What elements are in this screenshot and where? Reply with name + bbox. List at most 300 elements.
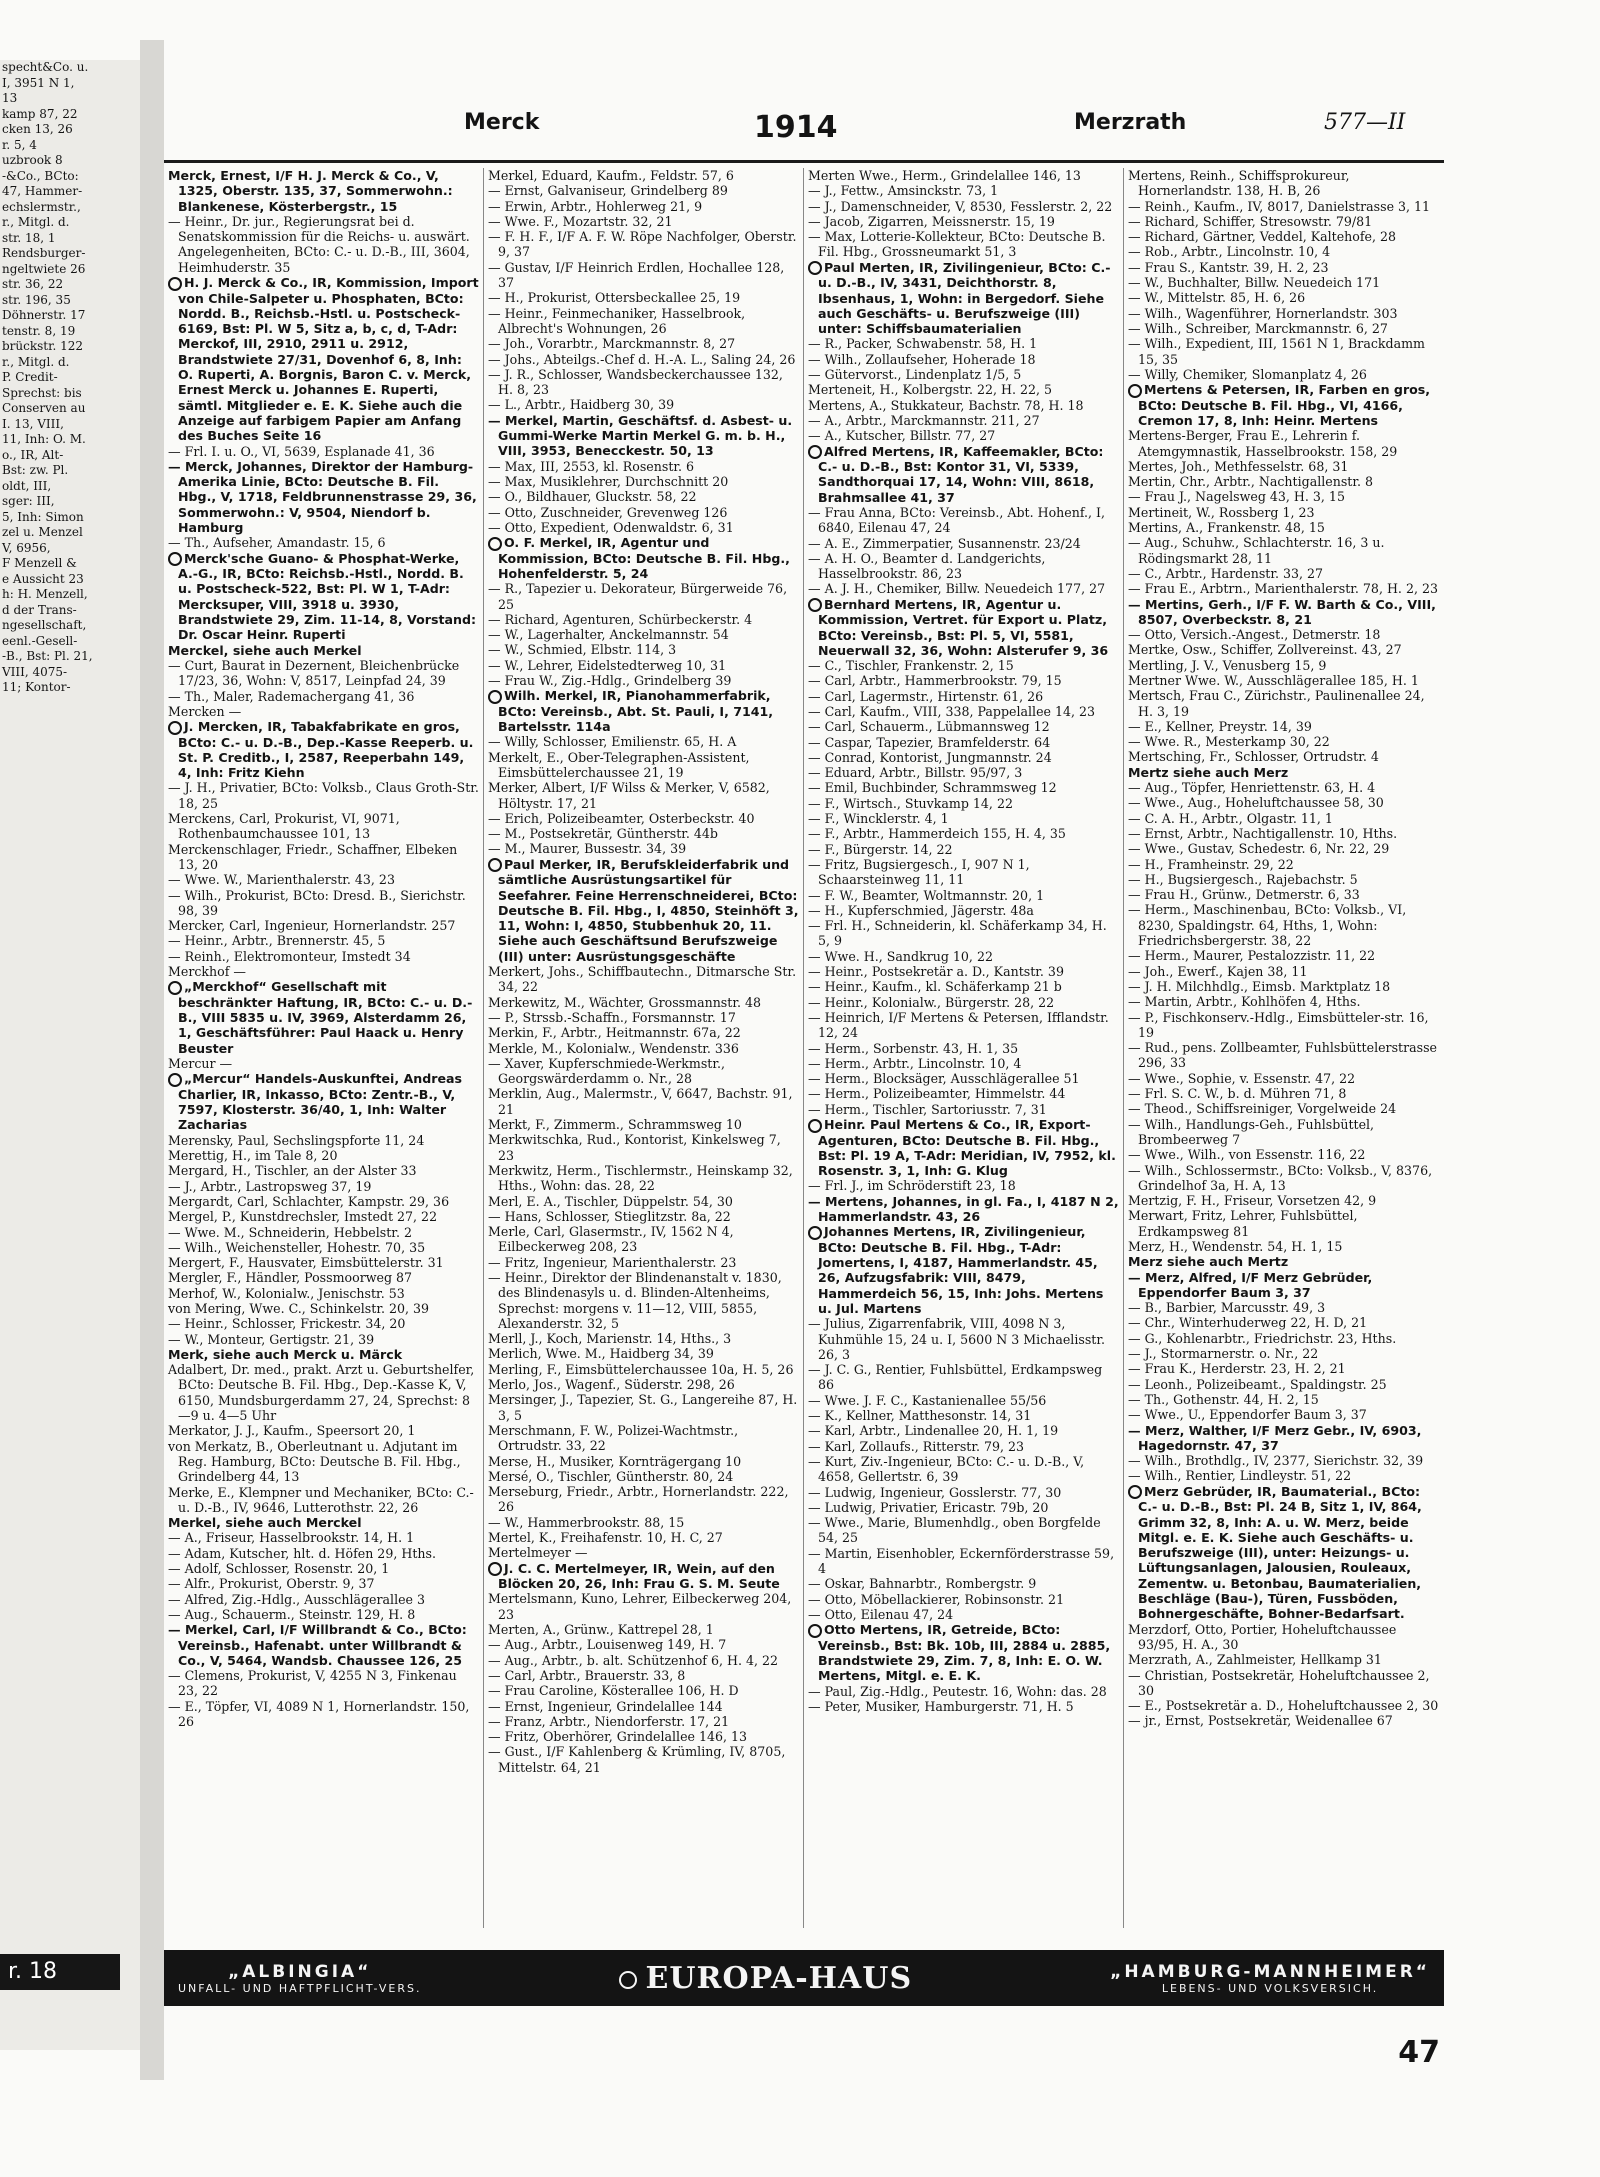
entry-text: — F., Wirtsch., Stuvkamp 14, 22 xyxy=(808,795,1013,811)
directory-entry xyxy=(488,1637,799,1652)
directory-entry xyxy=(1128,1423,1440,1454)
directory-entry xyxy=(488,260,799,291)
fragment-line: Sprechst: bis xyxy=(2,385,82,400)
directory-entry xyxy=(1128,1622,1440,1653)
running-head xyxy=(164,110,1444,150)
entry-text: — Herm., Maschinenbau, BCto: Volksb., VI, 8230, Spaldingstr. 64, Hths, 1, Wohn: Friedrichsbergerstr. 38, 22 xyxy=(1128,902,1407,949)
directory-entry xyxy=(488,857,799,964)
directory-entry xyxy=(1128,1270,1440,1301)
directory-entry xyxy=(1128,1239,1440,1254)
registered-firm-icon xyxy=(808,1226,822,1240)
directory-entry xyxy=(488,1086,799,1117)
directory-entry xyxy=(808,1194,1119,1225)
entry-text: — Aug., Schuhw., Schlachterstr. 16, 3 u. Rödingsmarkt 28, 11 xyxy=(1128,535,1385,566)
entry-text: — Frl. S. C. W., b. d. Mühren 71, 8 xyxy=(1128,1086,1347,1102)
fragment-line: ngesellschaft, xyxy=(2,618,87,632)
entry-text: — Carl, Lagermstr., Hirtenstr. 61, 26 xyxy=(808,688,1044,704)
entry-text: Merensky, Paul, Sechslingspforte 11, 24 xyxy=(168,1132,425,1148)
directory-entry xyxy=(488,841,799,856)
directory-entry xyxy=(488,459,799,474)
directory-entry xyxy=(808,444,1119,505)
entry-text: — Ernst, Arbtr., Nachtigallenstr. 10, Hths. xyxy=(1128,825,1398,841)
directory-entry xyxy=(168,214,479,275)
directory-entry xyxy=(808,796,1119,811)
directory-entry xyxy=(168,275,479,443)
directory-page xyxy=(164,110,1444,2010)
directory-entry xyxy=(1128,306,1440,321)
directory-entry xyxy=(1128,1346,1440,1361)
registered-firm-icon xyxy=(168,1073,182,1087)
directory-entry xyxy=(1128,199,1440,214)
entry-text: — Wilh., Expedient, III, 1561 N 1, Brackdamm 15, 35 xyxy=(1128,336,1425,367)
entry-text: — Merck, Johannes, Direktor der Hamburg-Amerika Linie, BCto: Deutsche B. Fil. Hbg., V, 1718, Feldbrunnenstrasse 29, 36, Sommerwohn.: V, 9504, Niendorf b. Hamburg xyxy=(168,458,477,536)
directory-entry xyxy=(488,397,799,412)
directory-entry xyxy=(168,1056,479,1071)
directory-entry xyxy=(808,995,1119,1010)
directory-entry xyxy=(488,1362,799,1377)
entry-text: Mergardt, Carl, Schlachter, Kampstr. 29, 36 xyxy=(168,1193,450,1209)
banner-left-subtitle: UNFALL- UND HAFTPFLICHT-VERS. xyxy=(178,1981,422,1995)
fragment-line: V, 6956, xyxy=(2,540,51,555)
fragment-line: eenl.-Gesell- xyxy=(2,633,78,648)
entry-text: — Adolf, Schlosser, Rosenstr. 20, 1 xyxy=(168,1561,390,1577)
fragment-line: I, 3951 N 1, xyxy=(2,75,75,90)
entry-text: — Willy, Schlosser, Emilienstr. 65, H. A xyxy=(488,734,737,750)
entry-text: — Wilh., Schreiber, Marckmannstr. 6, 27 xyxy=(1128,320,1388,336)
entry-text: Mertes, Joh., Methfesselstr. 68, 31 xyxy=(1128,458,1349,474)
directory-entry xyxy=(488,658,799,673)
entry-text: — Frl. I. u. O., VI, 5639, Esplanade 41, 36 xyxy=(168,443,435,459)
directory-entry xyxy=(1128,1468,1440,1483)
entry-text: — W., Hammerbrookstr. 88, 15 xyxy=(488,1514,685,1530)
entry-text: — Otto, Expedient, Odenwaldstr. 6, 31 xyxy=(488,519,734,535)
directory-entry xyxy=(488,1224,799,1255)
entry-text: Merckenschlager, Friedr., Schaffner, Elbeken 13, 20 xyxy=(168,841,458,872)
directory-entry xyxy=(168,1622,479,1668)
entry-text: — Wwe. W., Marienthalerstr. 43, 23 xyxy=(168,872,395,888)
entry-text: — Fritz, Ingenieur, Marienthalerstr. 23 xyxy=(488,1254,737,1270)
entry-text: — H., Framheinstr. 29, 22 xyxy=(1128,856,1294,872)
directory-entry xyxy=(488,413,799,459)
entry-text: Merzdorf, Otto, Portier, Hoheluftchaussee 93/95, H. A., 30 xyxy=(1128,1621,1397,1652)
directory-entry xyxy=(808,842,1119,857)
entry-text: Mercken — xyxy=(168,703,242,719)
fragment-line: -B., Bst: Pl. 21, xyxy=(2,649,93,663)
registered-firm-icon xyxy=(808,261,822,275)
entry-text: Merhof, W., Kolonialw., Jenischstr. 53 xyxy=(168,1285,405,1301)
entry-text: — Conrad, Kontorist, Jungmannstr. 24 xyxy=(808,749,1052,765)
entry-text: — Th., Gothenstr. 44, H. 2, 15 xyxy=(1128,1391,1319,1407)
registered-firm-icon xyxy=(1128,1485,1142,1499)
entry-text: — Heinr., Schlosser, Frickestr. 34, 20 xyxy=(168,1316,406,1332)
directory-entry xyxy=(1128,1147,1440,1162)
entry-text: Mertke, Osw., Schiffer, Zollvereinst. 43, 27 xyxy=(1128,642,1402,658)
entry-text: Mertz siehe auch Merz xyxy=(1128,764,1289,780)
directory-entry xyxy=(168,1439,479,1485)
directory-entry xyxy=(488,168,799,183)
directory-entry xyxy=(808,199,1119,214)
directory-entry xyxy=(488,627,799,642)
registered-firm-icon xyxy=(1128,384,1142,398)
directory-entry xyxy=(488,474,799,489)
entry-text: Mergel, P., Kunstdrechsler, Imstedt 27, 22 xyxy=(168,1209,438,1225)
entry-text: — Kurt, Ziv.-Ingenieur, BCto: C.- u. D.-B., V, 4658, Gellertstr. 6, 39 xyxy=(808,1453,1085,1485)
entry-text: — Frau K., Herderstr. 23, H. 2, 21 xyxy=(1128,1361,1346,1377)
directory-entry xyxy=(168,780,479,811)
running-head-left: Merck xyxy=(464,110,540,135)
directory-entry xyxy=(1128,857,1440,872)
entry-text: Mertelsmann, Kuno, Lehrer, Eilbeckerweg 204, 23 xyxy=(488,1591,792,1622)
entry-text: Merwart, Fritz, Lehrer, Fuhlsbüttel, Erdkampsweg 81 xyxy=(1128,1208,1358,1239)
directory-entry xyxy=(808,1607,1119,1622)
fragment-line: r., Mitgl. d. xyxy=(2,215,70,229)
directory-entry xyxy=(488,964,799,995)
entry-text: — H., Prokurist, Ottersbeckallee 25, 19 xyxy=(488,290,741,306)
fragment-banner: r. 18 xyxy=(0,1954,120,1990)
directory-entry xyxy=(808,352,1119,367)
entry-text: — Frau J., Nagelsweg 43, H. 3, 15 xyxy=(1128,489,1345,505)
entry-text: — Merkel, Martin, Geschäftsf. d. Asbest- u. Gummi-Werke Martin Merkel G. m. b. H., VIII, 3953, Benecckestr. 50, 13 xyxy=(488,412,793,459)
directory-entry xyxy=(488,811,799,826)
entry-text: — Heinr., Arbtr., Brennerstr. 45, 5 xyxy=(168,933,386,949)
banner-albingia xyxy=(178,1962,421,1995)
entry-text: Merckhof — xyxy=(168,964,247,980)
entry-text: — Wwe., U., Eppendorfer Baum 3, 37 xyxy=(1128,1407,1367,1423)
directory-entry xyxy=(168,1668,479,1699)
entry-text: Paul Merker, IR, Berufskleiderfabrik und sämtliche Ausrüstungsartikel für Seefahrer. Feine Herrenschneiderei, BCto: Deutsche B. Fil. Hbg., I, 4850, Steinhöft 3, 11, Wohn: I, 4850, Stubbenhuk 20, 11. Siehe auch Geschäftsund Berufszweige (III) unter: Ausrüstungsgeschäfte xyxy=(498,856,799,964)
entry-text: Merckens, Carl, Prokurist, VI, 9071, Rothenbaumchaussee 101, 13 xyxy=(168,811,400,842)
fragment-line: 11, Inh: O. M. xyxy=(2,432,86,446)
entry-text: — J., Stormarnerstr. o. Nr., 22 xyxy=(1128,1346,1319,1362)
entry-text: Mertling, J. V., Venusberg 15, 9 xyxy=(1128,657,1327,673)
entry-text: — C., Tischler, Frankenstr. 2, 15 xyxy=(808,658,1014,674)
fragment-line: Döhnerstr. 17 xyxy=(2,308,86,322)
entry-text: Merschmann, F. W., Polizei-Wachtmstr., Ortrudstr. 33, 22 xyxy=(488,1422,739,1454)
directory-entry xyxy=(168,1515,479,1530)
directory-entry xyxy=(168,933,479,948)
entry-text: — Carl, Schauerm., Lübmannsweg 12 xyxy=(808,719,1050,735)
directory-entry xyxy=(808,1178,1119,1193)
entry-text: Mersé, O., Tischler, Güntherstr. 80, 24 xyxy=(488,1468,734,1484)
directory-entry xyxy=(488,520,799,535)
column-1 xyxy=(164,168,484,1928)
directory-entry xyxy=(488,1545,799,1560)
directory-entry xyxy=(168,1133,479,1148)
directory-entry xyxy=(168,964,479,979)
entry-text: — Theod., Schiffsreiniger, Vorgelweide 24 xyxy=(1128,1101,1397,1117)
entry-text: Merzrath, A., Zahlmeister, Hellkamp 31 xyxy=(1128,1652,1382,1668)
directory-entry xyxy=(1128,964,1440,979)
entry-text: — Emil, Buchbinder, Schrammsweg 12 xyxy=(808,780,1057,796)
directory-entry xyxy=(168,459,479,535)
fragment-line: 47, Hammer- xyxy=(2,184,83,198)
registered-firm-icon xyxy=(168,721,182,735)
entry-text: — Wwe., Gustav, Schedestr. 6, Nr. 22, 29 xyxy=(1128,841,1390,857)
directory-entry xyxy=(168,1530,479,1545)
entry-text: — W., Buchhalter, Billw. Neuedeich 171 xyxy=(1128,275,1381,291)
directory-entry xyxy=(488,367,799,398)
fragment-line: uzbrook 8 xyxy=(2,153,63,167)
directory-entry xyxy=(488,1392,799,1423)
directory-entry xyxy=(488,1255,799,1270)
entry-text: — Ludwig, Ingenieur, Gosslerstr. 77, 30 xyxy=(808,1484,1062,1500)
entry-text: — Mertins, Gerh., I/F F. W. Barth & Co., VIII, 8507, Overbeckstr. 8, 21 xyxy=(1128,596,1436,627)
directory-entry xyxy=(1128,887,1440,902)
entry-text: Mertin, Chr., Arbtr., Nachtigallenstr. 8 xyxy=(1128,474,1373,490)
directory-entry xyxy=(808,964,1119,979)
entry-text: — Alfred, Zig.-Hdlg., Ausschlägerallee 3 xyxy=(168,1591,426,1607)
entry-text: — W., Mittelstr. 85, H. 6, 26 xyxy=(1128,290,1306,306)
directory-entry xyxy=(488,1041,799,1056)
entry-text: — Max, Musiklehrer, Durchschnitt 20 xyxy=(488,473,729,489)
entry-text: Merll, J., Koch, Marienstr. 14, Hths., 3 xyxy=(488,1331,732,1347)
directory-entry xyxy=(808,413,1119,428)
entry-text: Merle, Carl, Glasermstr., IV, 1562 N 4, Eilbeckerweg 208, 23 xyxy=(488,1224,734,1255)
entry-text: — Richard, Schiffer, Stresowstr. 79/81 xyxy=(1128,213,1373,229)
directory-entry xyxy=(488,1683,799,1698)
entry-text: — Fritz, Oberhörer, Grindelallee 146, 13 xyxy=(488,1729,748,1745)
entry-text: — Herm., Arbtr., Lincolnstr. 10, 4 xyxy=(808,1055,1022,1071)
entry-text: — Wilh., Rentier, Lindleystr. 51, 22 xyxy=(1128,1468,1352,1484)
directory-entry xyxy=(168,1179,479,1194)
entry-text: — A., Arbtr., Marckmannstr. 211, 27 xyxy=(808,412,1040,428)
entry-text: — Richard, Gärtner, Veddel, Kaltehofe, 28 xyxy=(1128,229,1397,245)
entry-text: — J. H. Milchhdlg., Eimsb. Marktplatz 18 xyxy=(1128,978,1391,994)
entry-text: — Gütervorst., Lindenplatz 1/5, 5 xyxy=(808,367,1022,383)
directory-entry xyxy=(1128,1361,1440,1376)
directory-entry xyxy=(488,1346,799,1361)
directory-entry xyxy=(1128,1407,1440,1422)
directory-entry xyxy=(168,658,479,689)
entry-text: — W., Schmied, Elbstr. 114, 3 xyxy=(488,642,677,658)
directory-entry xyxy=(1128,658,1440,673)
entry-text: Merk, siehe auch Merck u. Märck xyxy=(168,1346,403,1362)
entry-text: Merck, Ernest, I/F H. J. Merck & Co., V, 1325, Oberstr. 135, 37, Sommerwohn.: Blankenese, Kösterbergstr., 15 xyxy=(168,168,453,214)
entry-text: — Frau E., Arbtrn., Marienthalerstr. 78, H. 2, 23 xyxy=(1128,581,1438,597)
directory-entry xyxy=(1128,214,1440,229)
directory-entry xyxy=(488,199,799,214)
directory-entry xyxy=(1128,290,1440,305)
entry-text: — F. W., Beamter, Woltmannstr. 20, 1 xyxy=(808,887,1045,903)
directory-entry xyxy=(488,352,799,367)
entry-text: — W., Lehrer, Eidelstedterweg 10, 31 xyxy=(488,657,727,673)
entry-text: — Mertens, Johannes, in gl. Fa., I, 4187 N 2, Hammerlandstr. 43, 26 xyxy=(808,1193,1119,1224)
entry-text: Merkwitz, Herm., Tischlermstr., Heinskamp 32, Hths., Wohn: das. 28, 22 xyxy=(488,1162,793,1194)
directory-entry xyxy=(808,1622,1119,1683)
entry-text: — Herm., Tischler, Sartoriusstr. 7, 31 xyxy=(808,1101,1047,1117)
fragment-line: Rendsburger- xyxy=(2,246,86,260)
entry-text: — Heinr., Kolonialw., Bürgerstr. 28, 22 xyxy=(808,994,1055,1010)
directory-entry xyxy=(1128,765,1440,780)
directory-entry xyxy=(808,1500,1119,1515)
directory-entry xyxy=(808,183,1119,198)
directory-entry xyxy=(1128,811,1440,826)
directory-entry xyxy=(808,1408,1119,1423)
directory-entry xyxy=(488,214,799,229)
entry-text: von Mering, Wwe. C., Schinkelstr. 20, 39 xyxy=(168,1300,430,1316)
entry-text: von Merkatz, B., Oberleutnant u. Adjutant im Reg. Hamburg, BCto: Deutsche B. Fil. Hbg., Grindelberg 44, 13 xyxy=(168,1438,461,1485)
directory-entry xyxy=(168,1286,479,1301)
entry-text: Mercur — xyxy=(168,1056,233,1072)
directory-entry xyxy=(808,673,1119,688)
entry-text: — Erich, Polizeibeamter, Osterbeckstr. 40 xyxy=(488,810,755,826)
entry-text: — E., Töpfer, VI, 4089 N 1, Hornerlandstr. 150, 26 xyxy=(168,1698,470,1729)
directory-entry xyxy=(488,1377,799,1392)
directory-entry xyxy=(1128,688,1440,719)
directory-entry xyxy=(1128,168,1440,199)
entry-text: — J., Arbtr., Lastropsweg 37, 19 xyxy=(168,1178,372,1194)
banner-europa-haus xyxy=(619,1961,912,1996)
entry-text: — Wilh., Weichensteller, Hohestr. 70, 35 xyxy=(168,1239,426,1255)
entry-text: — Eduard, Arbtr., Billstr. 95/97, 3 xyxy=(808,765,1023,781)
entry-text: „Mercur“ Handels-Auskunftei, Andreas Charlier, IR, Inkasso, BCto: Zentr.-B., V, 7597, Klosterstr. 36/40, 1, Inh: Walter Zacharias xyxy=(178,1071,462,1133)
directory-entry xyxy=(808,1546,1119,1577)
fragment-line: r. 5, 4 xyxy=(2,137,37,152)
entry-text: — Caspar, Tapezier, Bramfelderstr. 64 xyxy=(808,734,1051,750)
directory-entry xyxy=(808,536,1119,551)
entry-text: — jr., Ernst, Postsekretär, Weidenallee 67 xyxy=(1128,1713,1393,1729)
directory-entry xyxy=(808,918,1119,949)
directory-entry xyxy=(1128,1208,1440,1239)
entry-text: — Wilh., Wagenführer, Hornerlandstr. 303 xyxy=(1128,305,1398,321)
entry-text: Otto Mertens, IR, Getreide, BCto: Vereinsb., Bst: Bk. 10b, III, 2884 u. 2885, Brandstwiete 29, Zim. 7, 8, Inh: E. O. W. Mertens, Mitgl. e. E. K. xyxy=(818,1622,1111,1684)
entry-text: Johannes Mertens, IR, Zivilingenieur, BCto: Deutsche B. Fil. Hbg., T-Adr: Jomertens, I, 4187, Hammerlandstr. 45, 26, Aufzugsfabrik: VIII, 8479, Hammerdeich 56, 15, Inh: Johs. Mertens u. Jul. Martens xyxy=(818,1224,1104,1316)
entry-text: Mertzig, F. H., Friseur, Vorsetzen 42, 9 xyxy=(1128,1193,1377,1209)
directory-entry xyxy=(808,597,1119,658)
directory-entry xyxy=(808,658,1119,673)
directory-entry xyxy=(488,826,799,841)
entry-text: — Wilh., Prokurist, BCto: Dresd. B., Sierichstr. 98, 39 xyxy=(168,887,466,918)
directory-entry xyxy=(1128,1668,1440,1699)
entry-text: — Heinr., Dr. jur., Regierungsrat bei d. Senatskommission für die Reichs- u. auswärt. Angelegenheiten, BCto: C.- u. D.-B., III, 3604, Heimhuderstr. 35 xyxy=(168,213,470,275)
entry-text: — Herm., Sorbenstr. 43, H. 1, 35 xyxy=(808,1040,1019,1056)
directory-entry xyxy=(168,1699,479,1730)
fragment-line: Bst: zw. Pl. xyxy=(2,463,69,477)
fragment-line: kamp 87, 22 xyxy=(2,106,78,121)
directory-entry xyxy=(1128,520,1440,535)
entry-text: J. Mercken, IR, Tabakfabrikate en gros, BCto: C.- u. D.-B., Dep.-Kasse Reeperb. u. St. P. Creditb., I, 2587, Reeperbahn 149, 4, Inh: Fritz Kiehn xyxy=(178,719,474,781)
directory-entry xyxy=(488,1025,799,1040)
entry-text: Merck'sche Guano- & Phosphat-Werke, A.-G., IR, BCto: Reichsb.-Hstl., Nordd. B. u. Postscheck-522, Bst: Pl. W 1, T-Adr: Mercksuper, VIII, 3918 u. 3930, Brandstwiete 29, Zim. 11-14, 8, Vorstand: Dr. Oscar Heinr. Ruperti xyxy=(178,550,477,643)
entry-text: — J., Fettw., Amsinckstr. 73, 1 xyxy=(808,183,999,199)
fragment-line: 11; Kontor- xyxy=(2,680,71,694)
directory-entry xyxy=(168,444,479,459)
entry-text: — Wwe., Sophie, v. Essenstr. 47, 22 xyxy=(1128,1070,1356,1086)
entry-text: — Martin, Eisenhobler, Eckernförderstrasse 59, 4 xyxy=(808,1545,1115,1577)
directory-entry xyxy=(488,995,799,1010)
book-gutter xyxy=(140,40,164,2080)
entry-text: — Gustav, I/F Heinrich Erdlen, Hochallee 128, 37 xyxy=(488,259,785,291)
header-rule xyxy=(164,160,1444,163)
entry-text: Adalbert, Dr. med., prakt. Arzt u. Geburtshelfer, BCto: Deutsche B. Fil. Hbg., Dep.-Kasse K, V, 6150, Mundsburgerdamm 27, 24, Sprechst: 8—9 u. 4—5 Uhr xyxy=(168,1362,475,1424)
directory-entry xyxy=(808,765,1119,780)
entry-text: — Ludwig, Privatier, Ericastr. 79b, 20 xyxy=(808,1499,1049,1515)
directory-entry xyxy=(168,1209,479,1224)
entry-text: — J., Damenschneider, V, 8530, Fesslerstr. 2, 22 xyxy=(808,198,1113,214)
directory-entry xyxy=(1128,275,1440,290)
directory-entry xyxy=(168,872,479,887)
entry-text: — Frl. H., Schneiderin, kl. Schäferkamp 34, H. 5, 9 xyxy=(808,918,1107,949)
entry-text: Wilh. Merkel, IR, Pianohammerfabrik, BCto: Vereinsb., Abt. St. Pauli, I, 7141, Bartelsstr. 114a xyxy=(498,688,774,735)
directory-entry xyxy=(1128,1377,1440,1392)
directory-entry xyxy=(1128,474,1440,489)
directory-entry xyxy=(488,1729,799,1744)
entry-text: — J. R., Schlosser, Wandsbeckerchaussee 132, H. 8, 23 xyxy=(488,366,783,398)
entry-text: — Frau W., Zig.-Hdlg., Grindelberg 39 xyxy=(488,673,732,688)
entry-text: — Rud., pens. Zollbeamter, Fuhlsbüttelerstrasse 296, 33 xyxy=(1128,1040,1437,1071)
registered-firm-icon xyxy=(808,598,822,612)
entry-text: — Joh., Ewerf., Kajen 38, 11 xyxy=(1128,963,1308,979)
directory-entry xyxy=(808,1224,1119,1316)
directory-entry xyxy=(488,535,799,581)
entry-text: — Frau Caroline, Kösterallee 106, H. D xyxy=(488,1683,739,1699)
directory-entry xyxy=(1128,1484,1440,1622)
banner-left-title: „ALBINGIA“ xyxy=(228,1961,372,1982)
registered-firm-icon xyxy=(168,552,182,566)
entry-text: — Wwe., Marie, Blumenhdlg., oben Borgfelde 54, 25 xyxy=(808,1515,1101,1546)
directory-entry xyxy=(488,1010,799,1025)
fragment-line: ngeltwiete 26 xyxy=(2,261,86,276)
directory-entry xyxy=(808,704,1119,719)
directory-entry xyxy=(1128,1698,1440,1713)
directory-entry xyxy=(808,1102,1119,1117)
entry-text: — R., Packer, Schwabenstr. 58, H. 1 xyxy=(808,336,1038,352)
directory-entry xyxy=(168,551,479,643)
entry-text: — Reinh., Elektromonteur, Imstedt 34 xyxy=(168,948,411,964)
entry-text: — A., Kutscher, Billstr. 77, 27 xyxy=(808,428,996,444)
entry-text: Mersinger, J., Tapezier, St. G., Langereihe 87, H. 3, 5 xyxy=(488,1392,798,1423)
directory-entry xyxy=(1128,1392,1440,1407)
banner-center-title: EUROPA-HAUS xyxy=(645,1960,913,1996)
directory-entry xyxy=(168,1301,479,1316)
entry-text: Merkle, M., Kolonialw., Wendenstr. 336 xyxy=(488,1040,739,1056)
entry-text: Merkewitz, M., Wächter, Grossmannstr. 48 xyxy=(488,994,761,1010)
directory-entry xyxy=(168,168,479,214)
directory-entry xyxy=(488,1591,799,1622)
entry-text: — Ernst, Ingenieur, Grindelallee 144 xyxy=(488,1698,723,1714)
directory-entry xyxy=(1128,1010,1440,1041)
directory-entry xyxy=(808,1699,1119,1714)
directory-entry xyxy=(168,1194,479,1209)
entry-text: Merlich, Wwe. M., Haidberg 34, 39 xyxy=(488,1346,714,1362)
entry-text: — Carl, Arbtr., Brauerstr. 33, 8 xyxy=(488,1667,686,1683)
entry-text: Merckel, siehe auch Merkel xyxy=(168,642,362,658)
entry-text: — Wilh., Zollaufseher, Hoherade 18 xyxy=(808,351,1036,367)
entry-text: Merten, A., Grünw., Kattrepel 28, 1 xyxy=(488,1622,714,1638)
directory-entry xyxy=(808,1423,1119,1438)
fragment-line: 13 xyxy=(2,91,18,105)
entry-text: — Heinr., Direktor der Blindenanstalt v. 1830, des Blindenasyls u. d. Blinden-Altenheims, Sprechst: morgens v. 11—12, VIII, 5855, Alexanderstr. 32, 5 xyxy=(488,1269,782,1331)
entry-text: — Heinr., Feinmechaniker, Hasselbrook, Albrecht's Wohnungen, 26 xyxy=(488,305,746,336)
entry-text: — Gust., I/F Kahlenberg & Krümling, IV, 8705, Mittelstr. 64, 21 xyxy=(488,1744,786,1775)
entry-text: — Herm., Maurer, Pestalozzistr. 11, 22 xyxy=(1128,948,1376,964)
directory-entry xyxy=(488,290,799,305)
directory-entry xyxy=(808,1454,1119,1485)
directory-entry xyxy=(168,1225,479,1240)
entry-text: — Th., Aufseher, Amandastr. 15, 6 xyxy=(168,535,386,551)
entry-text: Merklin, Aug., Malermstr., V, 6647, Bachstr. 91, 21 xyxy=(488,1086,793,1117)
entry-text: — Wwe. F., Mozartstr. 32, 21 xyxy=(488,213,673,229)
directory-entry xyxy=(808,1485,1119,1500)
directory-entry xyxy=(488,1331,799,1346)
directory-entry xyxy=(1128,627,1440,642)
directory-entry xyxy=(1128,505,1440,520)
column-2 xyxy=(484,168,804,1928)
entry-text: — Heinr., Kaufm., kl. Schäferkamp 21 b xyxy=(808,979,1062,995)
registered-firm-icon xyxy=(488,858,502,872)
directory-entry xyxy=(1128,795,1440,810)
directory-entry xyxy=(488,1714,799,1729)
